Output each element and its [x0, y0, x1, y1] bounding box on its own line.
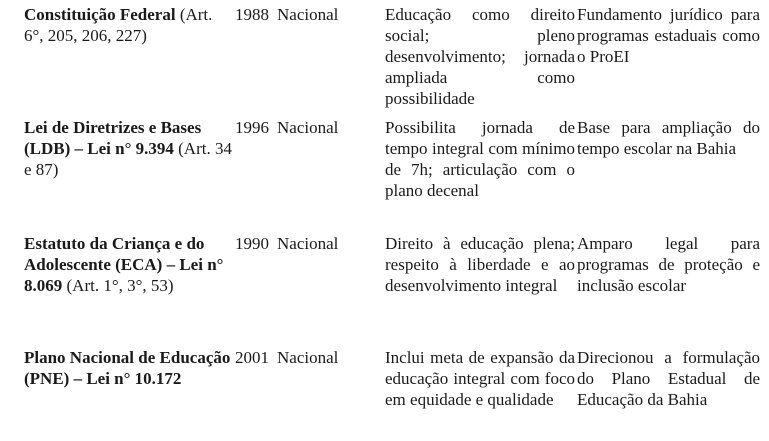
year-cell: 1988 — [235, 5, 269, 24]
year-cell: 1990 — [235, 234, 269, 253]
impact-cell: Direcionou a formulação do Plano Estadual de Educação da Bahia — [577, 348, 760, 409]
law-articles: (Art. 34 e 87) — [24, 139, 232, 179]
guidelines-cell: Direito à educação plena; respeito à liberdade e ao desenvolvimento integral — [385, 234, 575, 295]
impact-cell: Base para ampliação do tempo escolar na Bahia — [577, 118, 760, 158]
scope-cell: Nacional — [277, 348, 339, 367]
year-cell: 1996 — [235, 118, 269, 137]
scope-cell: Nacional — [277, 118, 339, 137]
guidelines-cell: Educação como direito social; pleno desenvolvimento; jornada ampliada como possibilidade — [385, 5, 575, 108]
scope-cell: Nacional — [277, 5, 339, 24]
law-articles: (Art. 6°, 205, 206, 227) — [24, 5, 213, 45]
law-name: Estatuto da Criança e do Adolescente (ECA) – Lei n° 8.069 — [24, 234, 224, 295]
law-name-cell — [24, 347, 232, 389]
law-name: Lei de Diretrizes e Bases (LDB) – Lei n° 9.394 — [24, 118, 202, 158]
impact-cell: Fundamento jurídico para programas estaduais como o ProEI — [577, 5, 760, 66]
law-name-cell — [24, 4, 232, 46]
law-name: Constituição Federal — [24, 5, 176, 24]
law-articles: (Art. 1°, 3°, 53) — [66, 276, 174, 295]
guidelines-cell: Possibilita jornada de tempo integral com mínimo de 7h; articulação com o plano decenal — [385, 118, 575, 200]
guidelines-cell: Inclui meta de expansão da educação integral com foco em equidade e qualidade — [385, 348, 575, 409]
impact-cell: Amparo legal para programas de proteção e inclusão escolar — [577, 234, 760, 295]
scope-cell: Nacional — [277, 234, 339, 253]
year-cell: 2001 — [235, 348, 269, 367]
law-name-cell — [24, 233, 232, 296]
law-name-cell — [24, 117, 232, 180]
law-name: Plano Nacional de Educação (PNE) – Lei n° 10.172 — [24, 348, 231, 388]
